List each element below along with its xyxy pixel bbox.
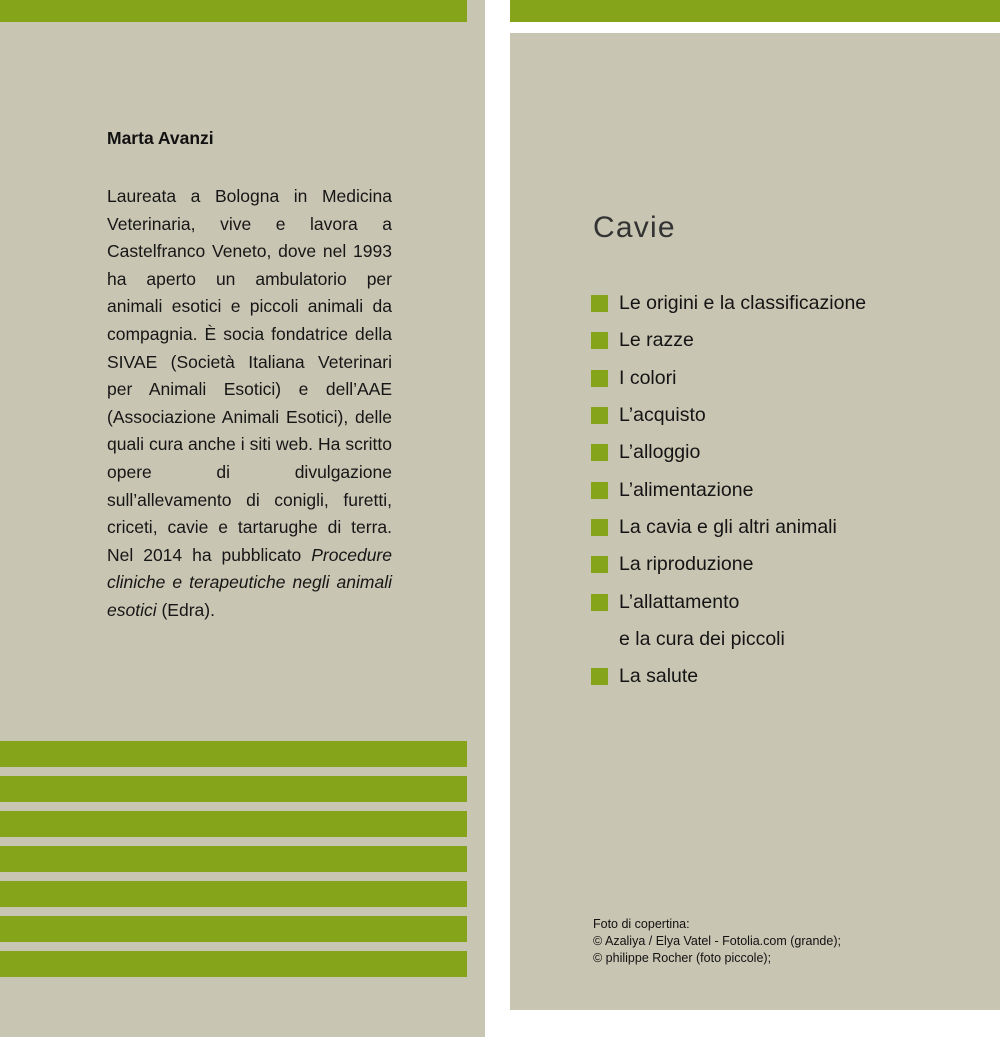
bullet-square-icon bbox=[591, 556, 608, 573]
photo-credits bbox=[593, 916, 841, 967]
stripe bbox=[0, 741, 467, 767]
stripe bbox=[0, 916, 467, 942]
list-item-label: La salute bbox=[619, 665, 699, 688]
top-accent-bar-left bbox=[0, 0, 467, 22]
list-item bbox=[591, 360, 866, 397]
list-item-label: I colori bbox=[619, 366, 677, 389]
stripe bbox=[0, 951, 467, 977]
right-flap bbox=[510, 0, 1000, 1048]
left-flap bbox=[0, 0, 485, 1037]
bullet-square-icon bbox=[591, 295, 608, 312]
contents-list bbox=[591, 285, 866, 695]
bullet-square-icon bbox=[591, 594, 608, 611]
list-item-label: Le razze bbox=[619, 329, 694, 352]
bullet-square-icon bbox=[591, 332, 608, 349]
list-item-label: L’alimentazione bbox=[619, 478, 754, 501]
list-item-continuation bbox=[591, 621, 866, 658]
list-item bbox=[591, 285, 866, 322]
decorative-stripes bbox=[0, 741, 467, 977]
author-bio-text: Laureata a Bologna in Medicina Veterinaria, vive e lavora a Castelfranco Veneto, dove nel 1993 ha aperto un ambulatorio per animali esotici e piccoli animali da compagnia. È socia fondatrice della SIVAE (Società Italiana Veterinari per Animali Esotici) e dell’AAE (Associazione Animali Esotici), delle quali cura anche i siti web. Ha scritto opere di divulgazione sull’allevamento di conigli, furetti, criceti, cavie e tartarughe di terra. Nel 2014 ha pubblicato bbox=[107, 186, 392, 565]
bullet-square-icon bbox=[591, 407, 608, 424]
stripe bbox=[0, 811, 467, 837]
author-name: Marta Avanzi bbox=[107, 128, 214, 148]
list-item bbox=[591, 434, 866, 471]
bullet-square-icon bbox=[591, 519, 608, 536]
author-bio-publisher: (Edra). bbox=[156, 599, 215, 620]
author-bio-book-title: Procedure cliniche e terapeutiche negli animali esotici bbox=[107, 544, 392, 620]
top-accent-bar-right bbox=[510, 0, 1000, 22]
list-item-label: L’alloggio bbox=[619, 441, 701, 464]
list-item-label: L’acquisto bbox=[619, 404, 706, 427]
list-item bbox=[591, 397, 866, 434]
list-item bbox=[591, 583, 866, 620]
bullet-square-icon bbox=[591, 482, 608, 499]
stripe bbox=[0, 776, 467, 802]
list-item-label: L’allattamento bbox=[619, 590, 740, 613]
bullet-square-icon bbox=[591, 668, 608, 685]
list-item-label: La riproduzione bbox=[619, 553, 754, 576]
list-item bbox=[591, 658, 866, 695]
photo-credits-line: © Azaliya / Elya Vatel - Fotolia.com (grande); bbox=[593, 934, 841, 948]
list-item bbox=[591, 546, 866, 583]
photo-credits-line: Foto di copertina: bbox=[593, 917, 690, 931]
bullet-square-icon bbox=[591, 370, 608, 387]
stripe bbox=[0, 881, 467, 907]
bullet-square-icon bbox=[591, 444, 608, 461]
photo-credits-line: © philippe Rocher (foto piccole); bbox=[593, 951, 772, 965]
list-item-label: Le origini e la classificazione bbox=[619, 292, 867, 315]
author-bio bbox=[107, 183, 392, 625]
contents-panel bbox=[510, 33, 1000, 1010]
list-item bbox=[591, 509, 866, 546]
list-item bbox=[591, 322, 866, 359]
book-title: Cavie bbox=[593, 211, 676, 244]
stripe bbox=[0, 846, 467, 872]
list-item bbox=[591, 471, 866, 508]
list-item-label: La cavia e gli altri animali bbox=[619, 515, 837, 538]
list-item-label: e la cura dei piccoli bbox=[619, 627, 785, 650]
